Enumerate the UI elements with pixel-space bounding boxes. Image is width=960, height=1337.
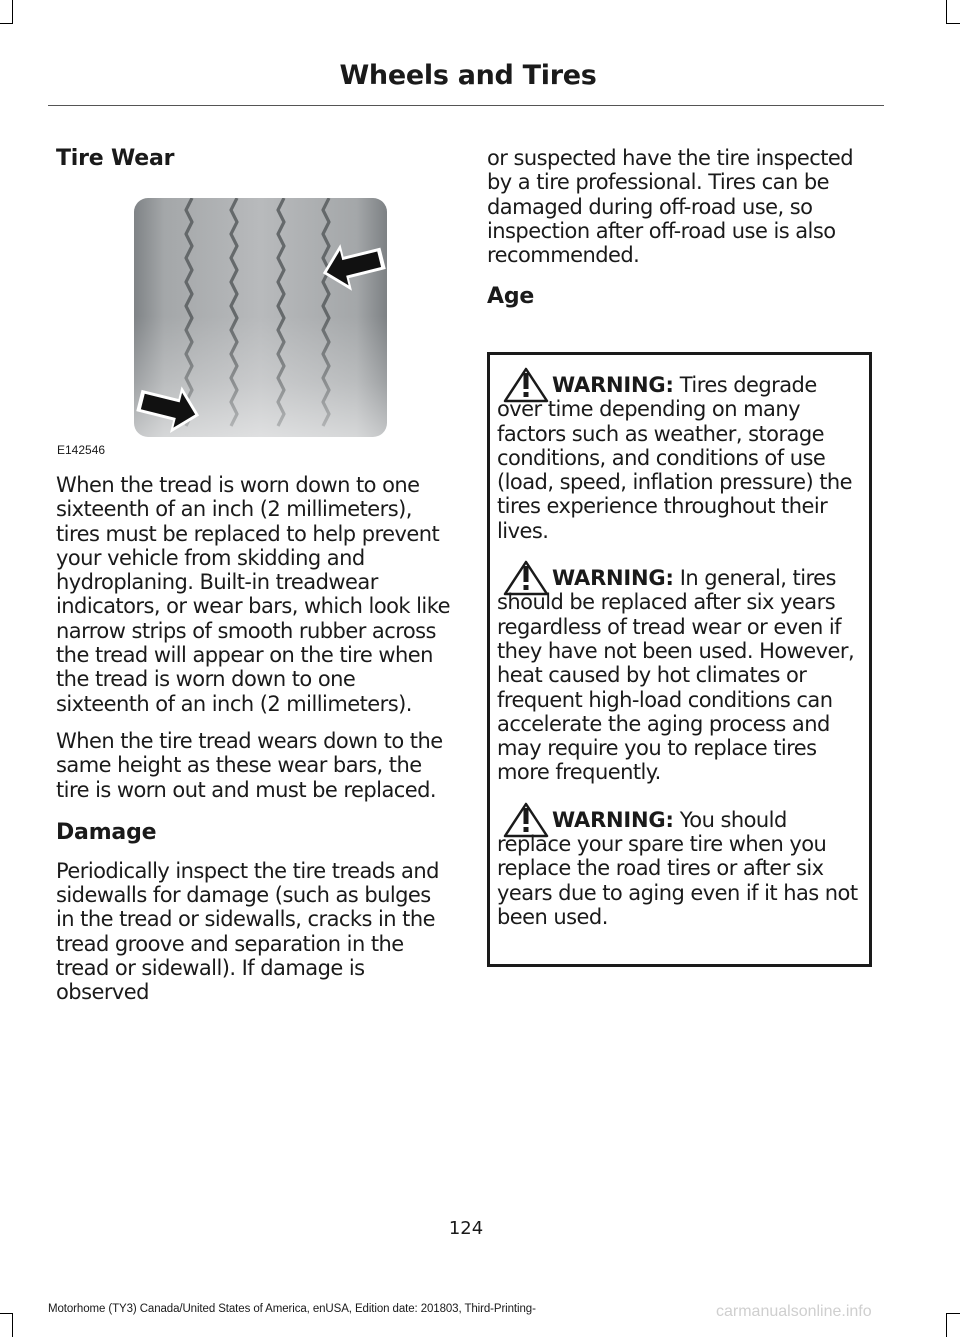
warning-six-years [497,566,861,785]
heading-damage: Damage [56,819,157,845]
header-divider [48,105,884,106]
crop-mark-bottom-left-v [12,1313,13,1337]
crop-mark-top-right-v [946,0,947,24]
warning-label: WARNING: [552,807,674,832]
crop-mark-top-right-h [946,23,960,24]
crop-mark-top-left-h [0,23,13,24]
warning-triangle-icon [503,802,549,838]
crop-mark-bottom-right-h [946,1313,960,1314]
warning-degrade [497,373,861,543]
heading-age: Age [487,284,535,310]
warning-label: WARNING: [552,373,674,397]
warning-text: You should replace your spare tire when you replace the road tires or after six years due to aging even if it has not been used. [497,807,858,929]
page-number: 124 [448,1218,484,1239]
paragraph-treadwear-indicators: When the tread is worn down to one sixteenth of an inch (2 millimeters), tires must be replaced to help prevent your vehicle from skidding and hydroplaning. Built-in treadwear indicators, or wear bars, which look like narrow strips of smooth rubber across the tread will appear on the tire when the tread is worn down to one sixteenth of an inch (2 millimeters). [56,473,450,716]
page-header-title: Wheels and Tires [339,60,597,91]
figure-id: E142546 [57,443,106,457]
warning-text: In general, tires should be replaced after six years regardless of tread wear or even if they have not been used. However, heat caused by hot climates or frequent high-load conditions can accelerate the aging process and may require you to replace tires more frequently. [497,566,855,785]
tire-tread-illustration [134,198,387,437]
paragraph-wear-bars: When the tire tread wears down to the same height as these wear bars, the tire is worn out and must be replaced. [56,728,443,802]
paragraph-inspection-continued: or suspected have the tire inspected by a tire professional. Tires can be damaged during off-road use, so inspection after off-road use is also recommended. [487,146,854,268]
crop-mark-bottom-right-v [946,1313,947,1337]
warning-label: WARNING: [552,566,674,591]
crop-mark-bottom-left-h [0,1313,13,1314]
warning-triangle-icon [503,560,549,596]
warning-box [487,352,872,967]
tire-tread-svg [134,198,387,437]
footer-edition: Motorhome (TY3) Canada/United States of America, enUSA, Edition date: 201803, Third-Printing- [48,1303,536,1315]
heading-tire-wear: Tire Wear [56,146,175,171]
warning-triangle-icon [503,367,549,403]
warning-text: Tires degrade over time depending on many factors such as weather, storage conditions, and conditions of use (load, speed, inflation pressure) the tires experience throughout their lives. [497,373,853,543]
right-column [487,146,879,309]
paragraph-inspect-damage: Periodically inspect the tire treads and sidewalls for damage (such as bulges in the tread or sidewalls, cracks in the tread groove and separation in the tread or sidewall). If damage is observed [56,858,439,1005]
warning-spare-tire [497,808,861,929]
crop-mark-top-left-v [12,0,13,24]
watermark: carmanualsonline.info [716,1303,872,1320]
